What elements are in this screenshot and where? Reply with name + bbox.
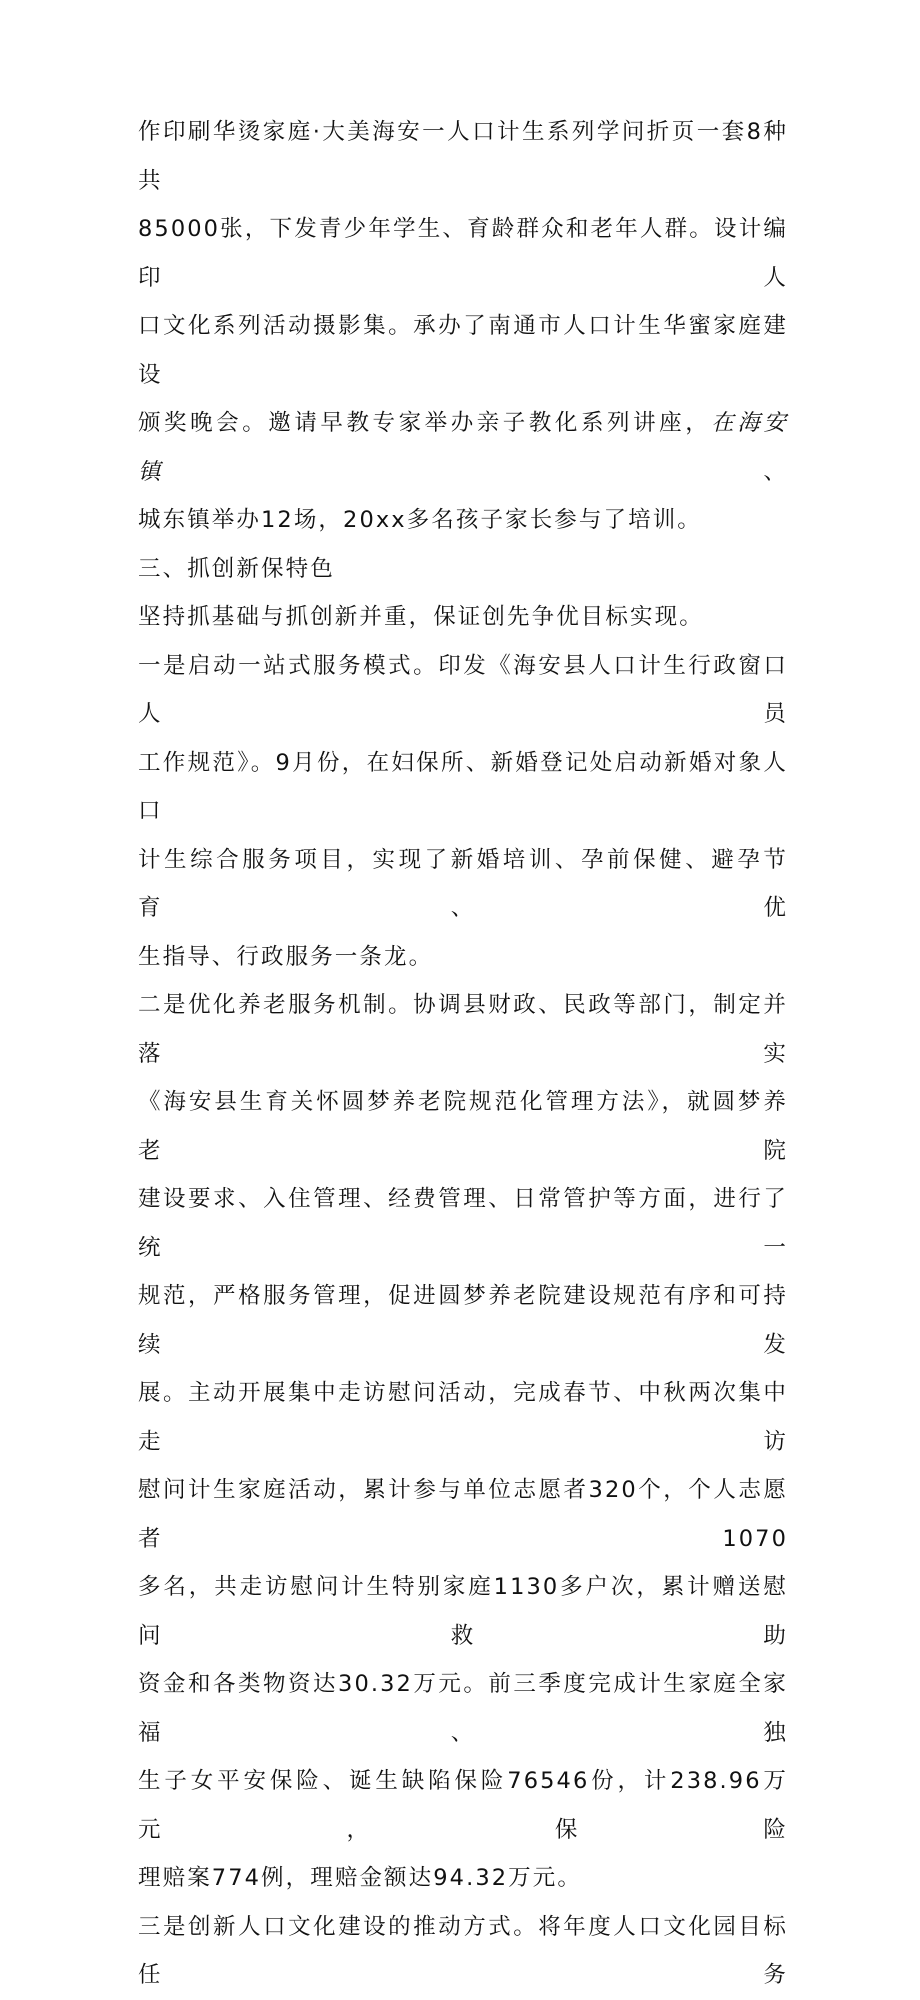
text-line-part: 、: [763, 458, 788, 485]
text-line: 生指导、行政服务一条龙。: [138, 943, 434, 970]
text-line: 《海安县生育关怀圆梦养老院规范化管理方法》，就圆梦养老院: [138, 1089, 788, 1164]
text-line: 展。主动开展集中走访慰问活动，完成春节、中秋两次集中走访: [138, 1380, 788, 1455]
text-line: 二是优化养老服务机制。协调县财政、民政等部门，制定并落实: [138, 992, 788, 1067]
text-line: 一是启动一站式服务模式。印发《海安县人口计生行政窗口人员: [138, 652, 788, 727]
text-line-part: 颁奖晚会。邀请早教专家举办亲子教化系列讲座，: [138, 410, 712, 436]
text-line: 理赔案774例，理赔金额达94.32万元。: [138, 1865, 582, 1891]
paragraph-one-stop-service: [138, 642, 788, 982]
document-body: [138, 108, 788, 2000]
paragraph-elderly-service: [138, 981, 788, 1903]
text-line: 工作规范》。9月份，在妇保所、新婚登记处启动新婚对象人口: [138, 749, 788, 824]
text-line: 慰问计生家庭活动，累计参与单位志愿者320个，个人志愿者1070: [138, 1477, 788, 1552]
paragraph-population-culture: [138, 1903, 788, 2000]
paragraph-innovation-summary: [138, 593, 788, 642]
section-heading: 三、抓创新保特色: [138, 555, 335, 582]
text-line: 多名，共走访慰问计生特别家庭1130多户次，累计赠送慰问救助: [138, 1574, 788, 1649]
section-heading-innovation: [138, 545, 788, 594]
text-line: 城东镇举办12场，20xx多名孩子家长参与了培训。: [138, 507, 702, 533]
text-line: 口文化系列活动摄影集。承办了南通市人口计生华蜜家庭建设: [138, 313, 788, 388]
text-line: 建设要求、入住管理、经费管理、日常管护等方面，进行了统一: [138, 1186, 788, 1261]
text-line: 资金和各类物资达30.32万元。前三季度完成计生家庭全家福、独: [138, 1671, 788, 1746]
paragraph-cultural-activities: [138, 108, 788, 545]
text-line: 计生综合服务项目，实现了新婚培训、孕前保健、避孕节育、优: [138, 846, 788, 921]
text-line: 作印刷华烫家庭·大美海安一人口计生系列学问折页一套8种共: [138, 119, 788, 194]
text-line: 坚持抓基础与抓创新并重，保证创先争优目标实现。: [138, 604, 704, 630]
text-line: 三是创新人口文化建设的推动方式。将年度人口文化园目标任务: [138, 1913, 788, 1988]
text-line: 生子女平安保险、诞生缺陷保险76546份，计238.96万元，保险: [138, 1768, 788, 1843]
text-line: 85000张，下发青少年学生、育龄群众和老年人群。设计编印人: [138, 216, 788, 291]
text-line: [138, 399, 788, 496]
text-line: 规范，严格服务管理，促进圆梦养老院建设规范有序和可持续发: [138, 1283, 788, 1358]
text-line-italic-part: 在海安镇: [138, 410, 788, 485]
